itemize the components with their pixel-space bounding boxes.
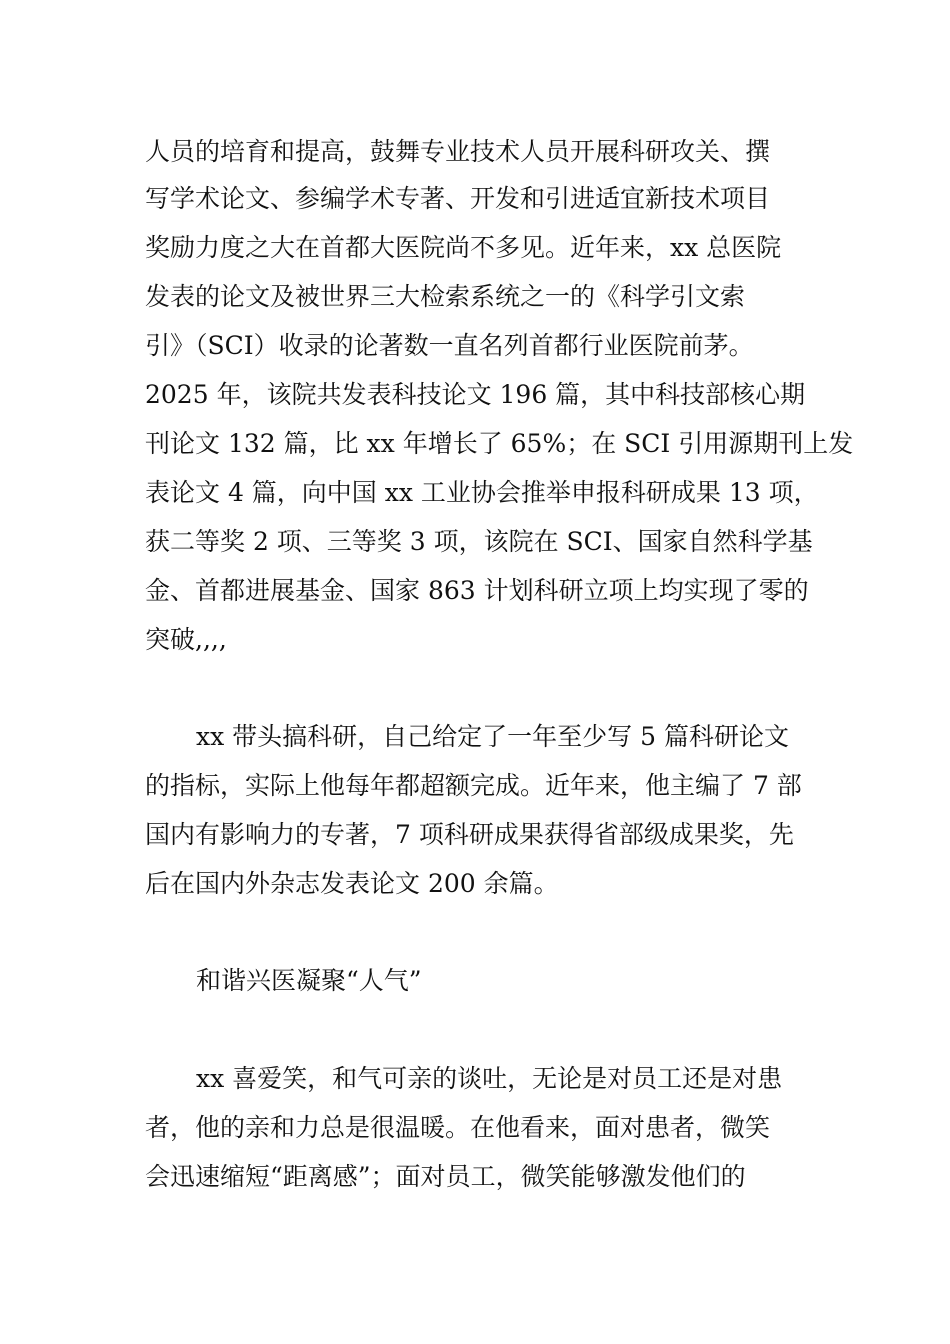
text-line: 突破,,,, (145, 625, 227, 654)
text-line: 刊论文 132 篇，比 xx 年增长了 65%；在 SCI 引用源期刊上发 (145, 429, 854, 458)
text-line: 发表的论文及被世界三大检索系统之一的《科学引文索 (145, 282, 746, 311)
text-line: 写学术论文、参编学术专著、开发和引进适宜新技术项目 (145, 184, 771, 213)
text-line: 者，他的亲和力总是很温暖。在他看来，面对患者，微笑 (145, 1113, 771, 1142)
text-line: 表论文 4 篇，向中国 xx 工业协会推举申报科研成果 13 项， (145, 478, 819, 507)
text-line: 引》（SCI）收录的论著数一直名列首都行业医院前茅。 (145, 331, 754, 360)
text-line: xx 喜爱笑，和气可亲的谈吐，无论是对员工还是对患 (196, 1064, 783, 1093)
text-line: 2025 年，该院共发表科技论文 196 篇，其中科技部核心期 (145, 380, 806, 409)
text-line: 获二等奖 2 项、三等奖 3 项，该院在 SCI、国家自然科学基 (145, 527, 813, 556)
text-line: 会迅速缩短“距离感”；面对员工，微笑能够激发他们的 (145, 1162, 746, 1191)
text-line: 国内有影响力的专著，7 项科研成果获得省部级成果奖，先 (145, 820, 794, 849)
text-line: xx 带头搞科研，自己给定了一年至少写 5 篇科研论文 (196, 722, 789, 751)
text-line: 后在国内外杂志发表论文 200 余篇。 (145, 869, 559, 898)
text-line: 的指标，实际上他每年都超额完成。近年来，他主编了 7 部 (145, 771, 802, 800)
section-heading: 和谐兴医凝聚“人气” (196, 966, 422, 995)
text-line: 人员的培育和提高，鼓舞专业技术人员开展科研攻关、撰 (145, 137, 771, 166)
text-line: 金、首都进展基金、国家 863 计划科研立项上均实现了零的 (145, 576, 809, 605)
text-line: 奖励力度之大在首都大医院尚不多见。近年来，xx 总医院 (145, 233, 782, 262)
